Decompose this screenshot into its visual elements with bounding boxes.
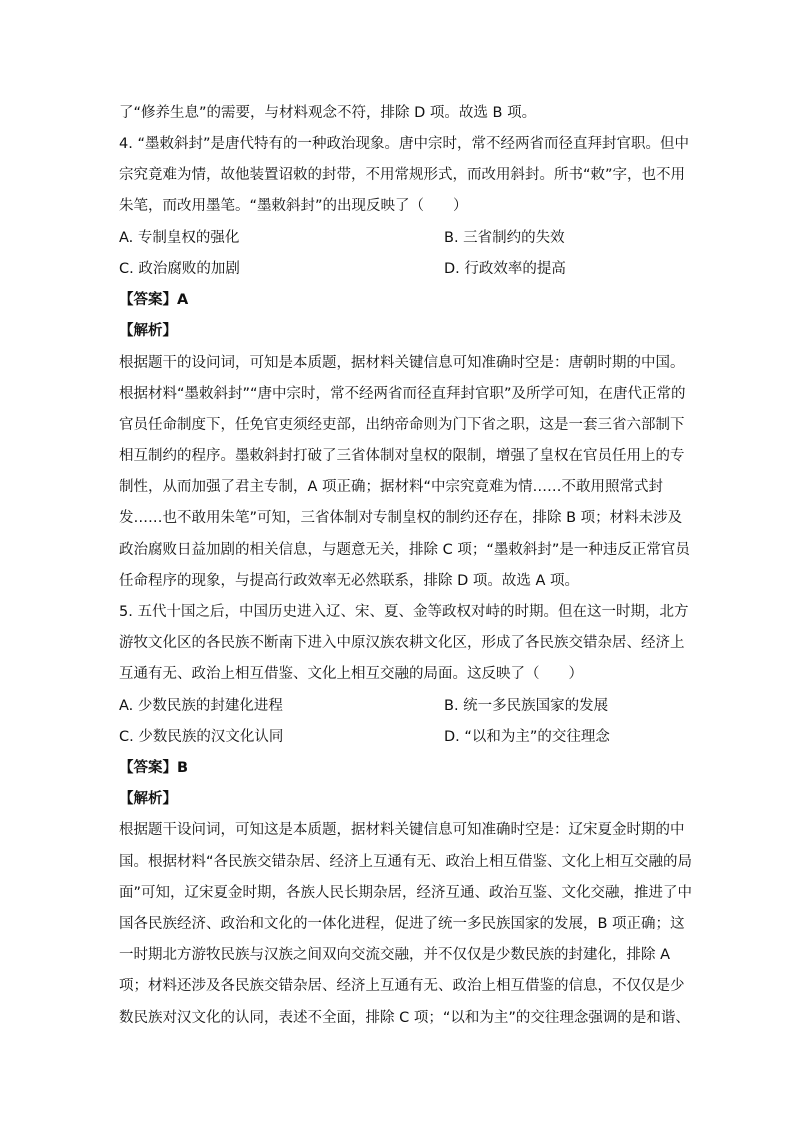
text-line: 面”可知，辽宋夏金时期，各族人民长期杂居，经济互通、政治互鉴、文化交融，推进了中 <box>119 885 693 901</box>
text-line: 根据题干设问词，可知这是本质题，据材料关键信息可知准确时空是：辽宋夏金时期的中 <box>119 822 685 838</box>
text-line: 一时期北方游牧民族与汉族之间双向交流交融，并不仅仅是少数民族的封建化，排除 A <box>119 947 671 963</box>
text-line: 发……也不敢用朱笔”可知，三省体制对专制皇权的制约还存在，排除 B 项；材料未涉及 <box>119 510 683 526</box>
question-5-stem: 5. 五代十国之后，中国历史进入辽、宋、夏、金等政权对峙的时期。但在这一时期，北方 <box>119 604 689 620</box>
text-line: 政治腐败日益加剧的相关信息，与题意无关，排除 C 项；“墨敕斜封”是一种违反正常官员 <box>119 542 690 558</box>
text-line: 制性，从而加强了君主专制，A 项正确；据材料“中宗究竟难为情……不敢用照常式封 <box>119 479 664 495</box>
text-line: 相互制约的程序。墨敕斜封打破了三省体制对皇权的限制，增强了皇权在官员任用上的专 <box>119 448 685 464</box>
text-line: 了“修养生息”的需要，与材料观念不符，排除 D 项。故选 B 项。 <box>119 105 537 121</box>
question-5-option-d: D. “以和为主”的交往理念 <box>444 729 610 745</box>
question-4-option-c: C. 政治腐败的加剧 <box>119 261 240 277</box>
text-line: 朱笔，而改用墨笔。“墨敕斜封”的出现反映了（ ） <box>119 198 468 214</box>
answer-label: 【答案】A <box>119 292 189 308</box>
question-5-option-a: A. 少数民族的封建化进程 <box>119 698 283 714</box>
text-line: 任命程序的现象，与提高行政效率无必然联系，排除 D 项。故选 A 项。 <box>119 573 580 589</box>
text-line: 国。根据材料“各民族交错杂居、经济上互通有无、政治上相互借鉴、文化上相互交融的局 <box>119 854 693 870</box>
question-5-option-b: B. 统一多民族国家的发展 <box>444 698 609 714</box>
question-4-option-a: A. 专制皇权的强化 <box>119 230 240 246</box>
question-4-option-d: D. 行政效率的提高 <box>444 261 566 277</box>
answer-label: 【答案】B <box>119 760 189 776</box>
analysis-label: 【解析】 <box>119 791 177 807</box>
text-line: 根据题干的设问词，可知是本质题，据材料关键信息可知准确时空是：唐朝时期的中国。 <box>119 355 685 371</box>
text-line: 数民族对汉文化的认同，表述不全面，排除 C 项；“以和为主”的交往理念强调的是和谐、 <box>119 1010 690 1026</box>
text-line: 官员任命制度下，任免官吏须经吏部，出纳帝命则为门下省之职，这是一套三省六部制下 <box>119 417 685 433</box>
text-line: 游牧文化区的各民族不断南下进入中原汉族农耕文化区，形成了各民族交错杂居、经济上 <box>119 635 685 651</box>
text-line: 互通有无、政治上相互借鉴、文化上相互交融的局面。这反映了（ ） <box>119 666 583 682</box>
text-line: 宗究竟难为情，故他装置诏敕的封带，不用常规形式，而改用斜封。所书“敕”字，也不用 <box>119 167 686 183</box>
question-4-stem: 4. “墨敕斜封”是唐代特有的一种政治现象。唐中宗时，常不经两省而径直拜封官职。但中 <box>119 136 689 152</box>
text-line: 项；材料还涉及各民族交错杂居、经济上互通有无、政治上相互借鉴的信息，不仅仅是少 <box>119 978 685 994</box>
question-5-option-c: C. 少数民族的汉文化认同 <box>119 729 284 745</box>
analysis-label: 【解析】 <box>119 323 177 339</box>
text-line: 根据材料“墨敕斜封”“唐中宗时，常不经两省而径直拜封官职”及所学可知，在唐代正常的 <box>119 386 686 402</box>
text-line: 国各民族经济、政治和文化的一体化进程，促进了统一多民族国家的发展，B 项正确；这 <box>119 916 685 932</box>
question-4-option-b: B. 三省制约的失效 <box>444 230 565 246</box>
